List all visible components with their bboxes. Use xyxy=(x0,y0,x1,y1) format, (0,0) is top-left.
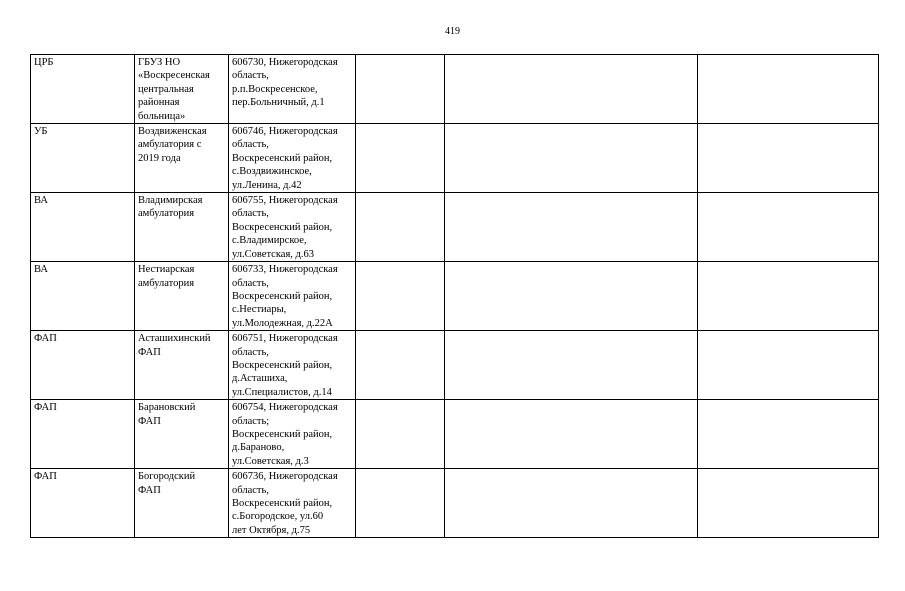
address-line: с.Владимирское, xyxy=(232,235,307,247)
table-row xyxy=(31,262,879,331)
address-line: ул.Ленина, д.42 xyxy=(232,179,302,191)
address-line: область, xyxy=(232,346,269,358)
empty-cell-6 xyxy=(698,331,879,400)
facility-name-cell xyxy=(135,469,229,538)
address-line: с.Нестиары, xyxy=(232,304,287,316)
address-line: ул.Молодежная, д.22А xyxy=(232,317,333,329)
empty-cell-4 xyxy=(356,400,445,469)
empty-cell-6 xyxy=(698,193,879,262)
address-line: Воскресенский район, xyxy=(232,498,333,509)
address-line: Воскресенский район, xyxy=(232,221,333,233)
address-line: область, xyxy=(232,208,269,220)
empty-cell-6 xyxy=(698,124,879,193)
address-line: Воскресенский район, xyxy=(232,359,333,371)
empty-cell-6 xyxy=(698,469,879,538)
empty-cell-6 xyxy=(698,400,879,469)
table-row xyxy=(31,55,879,124)
facility-type-cell: УБ xyxy=(31,124,135,193)
address-line: 606736, Нижегородская xyxy=(232,471,338,483)
facility-name-line: «Воскресенская xyxy=(138,70,210,82)
address-line: д.Бараново, xyxy=(232,442,285,454)
table-row xyxy=(31,193,879,262)
facility-name-line: ГБУЗ НО xyxy=(138,57,181,68)
facility-name-cell xyxy=(135,55,229,124)
facility-name-line: 2019 года xyxy=(138,152,181,164)
address-line: с.Воздвижинское, xyxy=(232,166,312,178)
address-line: 606755, Нижегородская xyxy=(232,195,338,207)
address-line: с.Богородское, ул.60 xyxy=(232,511,324,523)
address-cell xyxy=(229,331,356,400)
facility-name-line: ФАП xyxy=(138,346,161,358)
empty-cell-5 xyxy=(445,469,698,538)
address-line: 606746, Нижегородская xyxy=(232,126,338,138)
facility-name-cell xyxy=(135,331,229,400)
empty-cell-5 xyxy=(445,193,698,262)
facility-name-line: амбулатория xyxy=(138,277,195,289)
empty-cell-4 xyxy=(356,262,445,331)
address-line: ул.Советская, д.3 xyxy=(232,455,309,467)
address-line: 606733, Нижегородская xyxy=(232,264,338,276)
address-line: Воскресенский район, xyxy=(232,428,333,440)
facility-name-line: Богородский xyxy=(138,471,196,483)
address-cell xyxy=(229,469,356,538)
address-line: область, xyxy=(232,139,269,151)
address-line: лет Октября, д.75 xyxy=(232,524,311,536)
address-line: Воскресенский район, xyxy=(232,152,333,164)
empty-cell-5 xyxy=(445,400,698,469)
address-line: область; xyxy=(232,415,270,427)
table-row xyxy=(31,124,879,193)
facility-name-line: районная xyxy=(138,97,180,109)
address-line: область, xyxy=(232,277,269,289)
table-row xyxy=(31,469,879,538)
empty-cell-6 xyxy=(698,55,879,124)
address-line: область, xyxy=(232,484,269,496)
empty-cell-5 xyxy=(445,55,698,124)
facility-name-cell xyxy=(135,262,229,331)
facility-name-line: больница» xyxy=(138,110,186,122)
empty-cell-5 xyxy=(445,124,698,193)
empty-cell-6 xyxy=(698,262,879,331)
facility-name-line: Барановский xyxy=(138,402,196,414)
empty-cell-4 xyxy=(356,469,445,538)
facility-name-line: Нестиарская xyxy=(138,264,195,276)
empty-cell-5 xyxy=(445,331,698,400)
address-cell xyxy=(229,193,356,262)
table-row xyxy=(31,331,879,400)
facility-name-line: ФАП xyxy=(138,415,161,427)
facility-name-line: Владимирская xyxy=(138,195,203,207)
facility-name-line: амбулатория с xyxy=(138,139,202,151)
address-line: Воскресенский район, xyxy=(232,290,333,302)
page-number: 419 xyxy=(445,26,460,37)
facility-name-line: ФАП xyxy=(138,484,161,496)
facility-name-line: Асташихинский xyxy=(138,333,211,345)
empty-cell-4 xyxy=(356,124,445,193)
facility-type-cell: ВА xyxy=(31,193,135,262)
facility-name-line: центральная xyxy=(138,83,194,95)
facilities-table xyxy=(30,54,879,538)
table-row xyxy=(31,400,879,469)
facility-type-cell: ФАП xyxy=(31,400,135,469)
facility-name-cell xyxy=(135,124,229,193)
address-line: область, xyxy=(232,70,269,82)
facility-type-cell: ФАП xyxy=(31,331,135,400)
address-line: р.п.Воскресенское, xyxy=(232,83,318,95)
address-line: ул.Советская, д.63 xyxy=(232,248,314,260)
address-line: д.Асташиха, xyxy=(232,373,288,385)
empty-cell-4 xyxy=(356,331,445,400)
empty-cell-4 xyxy=(356,193,445,262)
address-line: 606751, Нижегородская xyxy=(232,333,338,345)
empty-cell-4 xyxy=(356,55,445,124)
table-body xyxy=(31,55,879,538)
facility-type-cell: ЦРБ xyxy=(31,55,135,124)
address-line: 606754, Нижегородская xyxy=(232,402,338,414)
facility-name-line: Воздвиженская xyxy=(138,126,207,138)
address-cell xyxy=(229,262,356,331)
facility-name-line: амбулатория xyxy=(138,208,195,220)
address-line: пер.Больничный, д.1 xyxy=(232,97,325,109)
empty-cell-5 xyxy=(445,262,698,331)
address-cell xyxy=(229,124,356,193)
facility-name-cell xyxy=(135,193,229,262)
address-line: 606730, Нижегородская xyxy=(232,57,338,68)
facility-name-cell xyxy=(135,400,229,469)
facility-type-cell: ФАП xyxy=(31,469,135,538)
address-cell xyxy=(229,400,356,469)
address-line: ул.Специалистов, д.14 xyxy=(232,386,332,398)
facility-type-cell: ВА xyxy=(31,262,135,331)
address-cell xyxy=(229,55,356,124)
